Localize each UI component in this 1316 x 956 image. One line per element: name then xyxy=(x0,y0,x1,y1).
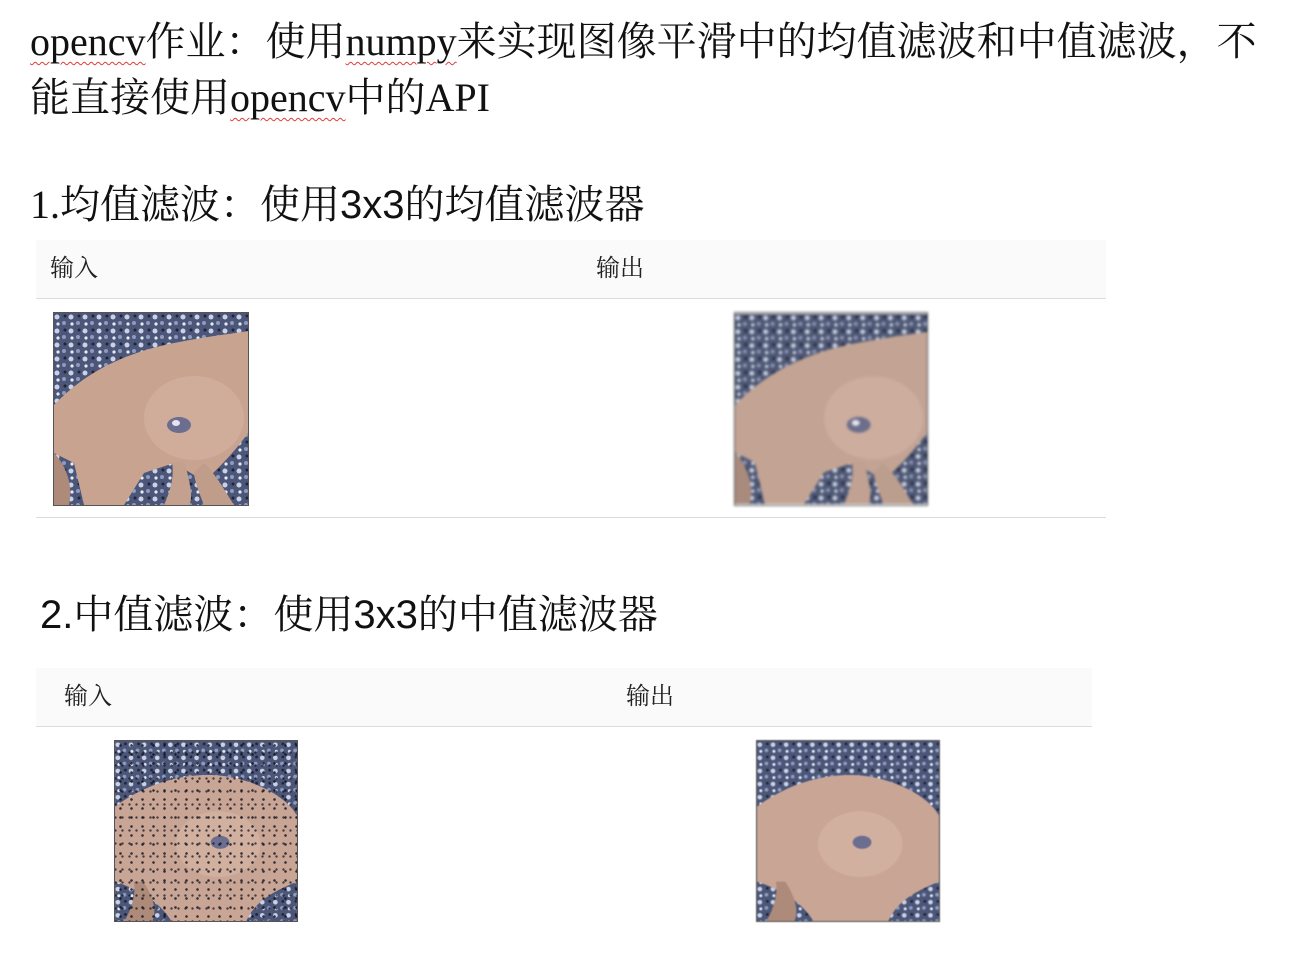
table-header-row xyxy=(36,240,1106,299)
frog-icon xyxy=(757,741,939,921)
header-input: 输入 xyxy=(50,255,98,282)
title-opencv-word-2: opencv xyxy=(230,75,346,120)
section-2-desc: 使用3x3的中值滤波器 xyxy=(273,593,658,637)
output-frog-image-median xyxy=(756,740,940,922)
input-frog-image-noisy xyxy=(114,740,298,922)
title-opencv-word: opencv xyxy=(30,19,146,64)
title-text-1: 作业：使用 xyxy=(145,19,346,64)
section-1-desc: 使用3x3的均值滤波器 xyxy=(260,183,645,227)
title-text-3: 中的API xyxy=(345,75,490,120)
section-2-heading xyxy=(40,590,658,640)
page-title xyxy=(30,14,1270,126)
header-output: 输出 xyxy=(626,683,674,710)
title-text-2: 来实现图像平滑中的均值滤波和中值滤波，不能直接使用 xyxy=(30,19,1257,120)
section-2-number: 2. xyxy=(40,593,74,637)
section-1-table xyxy=(36,240,1106,520)
section-1-heading xyxy=(30,180,645,230)
table-bottom-border xyxy=(36,517,1106,518)
table-header-row xyxy=(36,668,1092,727)
frog-icon xyxy=(735,313,927,505)
section-1-number: 1. xyxy=(30,182,60,227)
section-1-name: 均值滤波： xyxy=(60,182,260,227)
header-input: 输入 xyxy=(64,683,112,710)
title-numpy-word: numpy xyxy=(345,19,457,64)
output-frog-image-mean xyxy=(734,312,928,506)
section-2-name: 中值滤波： xyxy=(73,592,274,637)
input-frog-image xyxy=(53,312,249,506)
section-2-table xyxy=(36,668,1092,948)
frog-icon xyxy=(54,313,248,505)
frog-icon xyxy=(115,741,297,921)
header-output: 输出 xyxy=(596,255,644,282)
